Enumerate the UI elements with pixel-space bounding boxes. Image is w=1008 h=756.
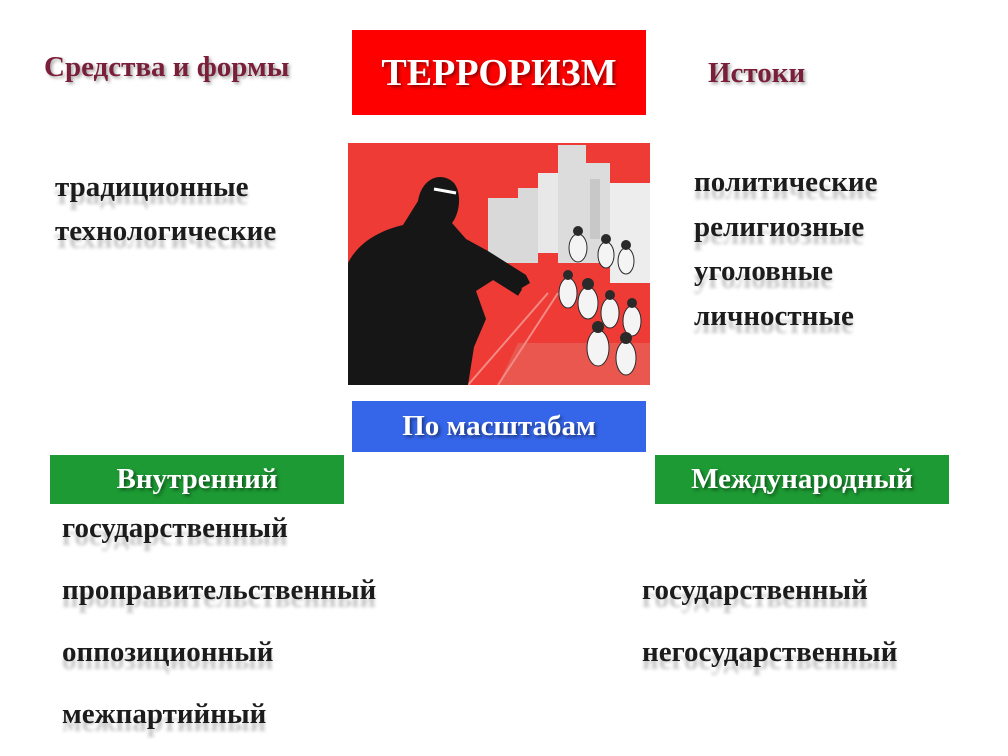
means-list [55,165,276,253]
list-item: оппозиционный [62,636,274,668]
list-item: негосударственный [642,636,898,668]
scale-label: По масштабам [402,410,596,442]
scale-box [352,401,646,452]
international-box [655,455,949,504]
list-item: религиозные [694,210,865,243]
terrorist-illustration [348,143,650,385]
means-heading: Средства и формы [44,51,290,83]
list-item: уголовные [694,255,833,287]
list-item: государственный [62,512,288,544]
list-item: традиционные [55,171,249,203]
list-item: государственный [642,574,868,606]
international-label: Международный [691,463,913,495]
list-item: технологические [55,215,277,247]
internal-label: Внутренний [116,463,278,495]
origins-list [694,160,878,338]
international-list [642,559,897,683]
list-item: личностные [694,299,854,332]
list-item: межпартийный [62,698,267,730]
origins-heading: Истоки [708,57,806,89]
list-item: проправительственный [62,574,377,606]
internal-list [62,497,376,745]
illustration-graphic [348,143,650,385]
title-box [352,30,646,115]
page-title: ТЕРРОРИЗМ [381,51,617,94]
list-item: политические [694,166,878,198]
